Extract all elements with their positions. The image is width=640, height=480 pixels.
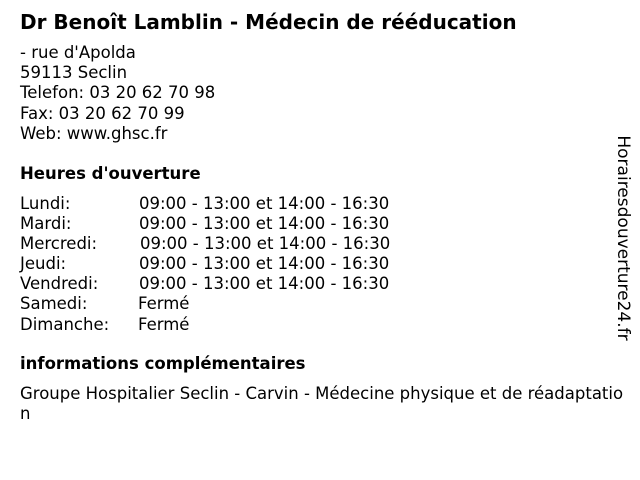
day-label: Lundi: — [20, 194, 71, 213]
time-value: 09:00 - 13:00 et 14:00 - 16:30 — [139, 214, 390, 234]
time-value: Fermé — [138, 294, 190, 314]
website: Web: www.ghsc.fr — [20, 123, 168, 143]
time-value: 09:00 - 13:00 et 14:00 - 16:30 — [140, 234, 391, 254]
city-address: 59113 Seclin — [20, 63, 128, 83]
time-value: Fermé — [138, 314, 190, 334]
street-address: - rue d'Apolda — [20, 43, 136, 62]
day-label: Mardi: — [20, 214, 72, 234]
page-title: Dr Benoît Lamblin - Médecin de rééducation — [20, 10, 517, 34]
time-value: 09:00 - 13:00 et 14:00 - 16:30 — [139, 194, 390, 213]
opening-hours-heading: Heures d'ouverture — [20, 164, 201, 183]
day-label: Mercredi: — [20, 234, 98, 254]
time-value: 09:00 - 13:00 et 14:00 - 16:30 — [139, 274, 390, 294]
day-label: Vendredi: — [20, 274, 99, 294]
day-label: Dimanche: — [20, 314, 110, 334]
site-watermark: Horairesdouverture24.fr — [613, 135, 633, 341]
day-label: Samedi: — [20, 294, 88, 314]
time-value: 09:00 - 13:00 et 14:00 - 16:30 — [139, 254, 390, 274]
fax-number: Fax: 03 20 62 70 99 — [20, 103, 185, 123]
phone-number: Telefon: 03 20 62 70 98 — [20, 83, 216, 103]
additional-info-text: Groupe Hospitalier Seclin - Carvin - Médecine physique et de réadaptation — [20, 384, 624, 423]
day-label: Jeudi: — [20, 254, 67, 274]
additional-info-heading: informations complémentaires — [20, 354, 306, 373]
contact-block — [20, 43, 215, 144]
